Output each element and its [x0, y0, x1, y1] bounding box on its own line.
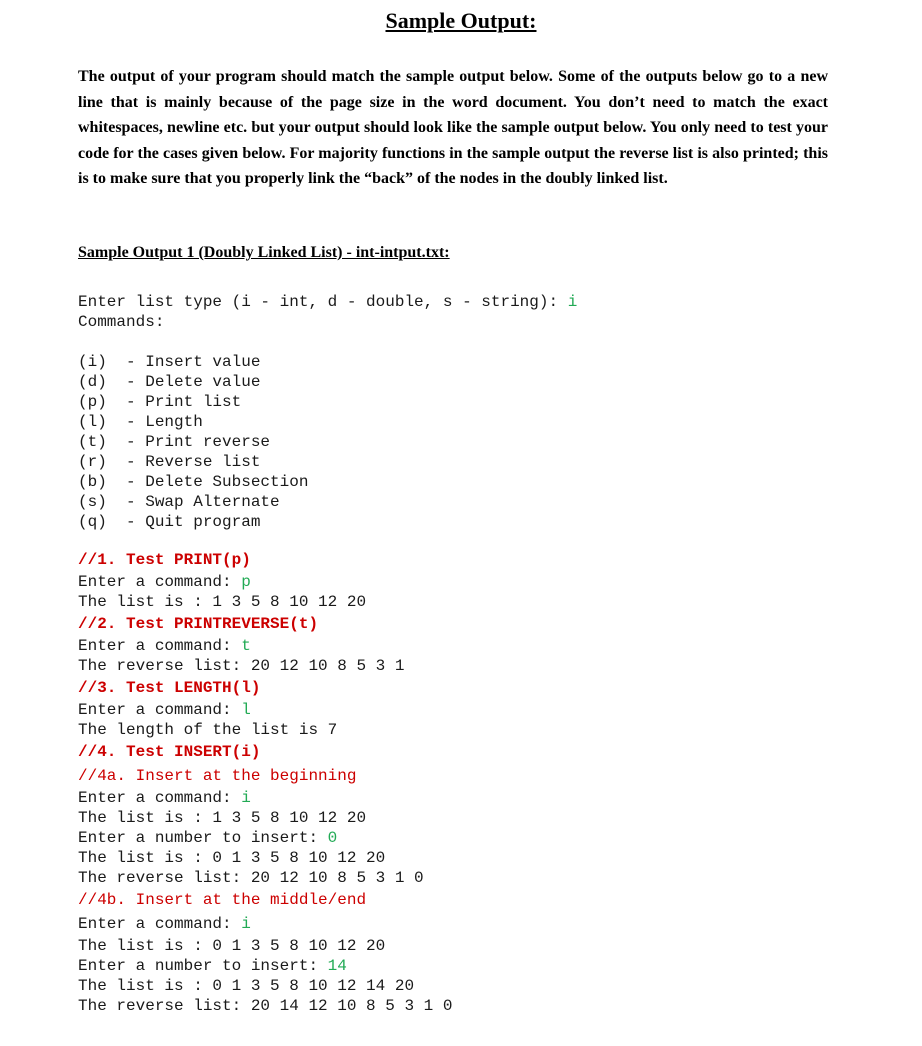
command-item: (b) - Delete Subsection	[78, 473, 309, 491]
prompt-text: Enter a command:	[78, 789, 242, 807]
command-item: (r) - Reverse list	[78, 453, 261, 471]
user-input: i	[241, 789, 251, 807]
test-comment: //1. Test PRINT(p)	[78, 551, 251, 569]
command-item: (p) - Print list	[78, 393, 242, 411]
user-input: 0	[327, 829, 338, 847]
user-input: p	[241, 573, 251, 591]
command-item: (d) - Delete value	[78, 373, 261, 391]
output-line: The list is : 1 3 5 8 10 12 20	[78, 593, 367, 611]
commands-label: Commands:	[78, 313, 165, 331]
list-type-prompt	[78, 292, 878, 312]
number-prompt	[78, 956, 878, 976]
sub-test-comment: //4a. Insert at the beginning	[78, 767, 357, 785]
command-item: (q) - Quit program	[78, 513, 261, 531]
page-title: Sample Output:	[385, 8, 537, 33]
prompt-text: Enter a command:	[78, 701, 242, 719]
command-prompt	[78, 700, 878, 720]
test-comment: //2. Test PRINTREVERSE(t)	[78, 615, 319, 633]
output-line: The length of the list is 7	[78, 721, 338, 739]
prompt-text: Enter a command:	[78, 637, 242, 655]
output-line: The reverse list: 20 12 10 8 5 3 1 0	[78, 869, 424, 887]
command-prompt	[78, 636, 878, 656]
prompt-text: Enter a number to insert:	[78, 829, 328, 847]
prompt-text: Enter a command:	[78, 915, 242, 933]
output-line: The reverse list: 20 14 12 10 8 5 3 1 0	[78, 997, 453, 1015]
command-item: (s) - Swap Alternate	[78, 493, 280, 511]
user-input: t	[241, 637, 251, 655]
output-line: The reverse list: 20 12 10 8 5 3 1	[78, 657, 405, 675]
output-line: The list is : 0 1 3 5 8 10 12 14 20	[78, 977, 415, 995]
test-comment: //3. Test LENGTH(l)	[78, 679, 261, 697]
test-comment: //4. Test INSERT(i)	[78, 743, 261, 761]
command-item: (t) - Print reverse	[78, 433, 271, 451]
command-item: (l) - Length	[78, 413, 203, 431]
number-prompt	[78, 828, 878, 848]
command-prompt	[78, 572, 878, 592]
prompt-text: Enter a command:	[78, 573, 242, 591]
console-output	[78, 292, 878, 1016]
prompt-text: Enter a number to insert:	[78, 957, 328, 975]
command-prompt	[78, 788, 878, 808]
output-line: The list is : 0 1 3 5 8 10 12 20	[78, 937, 386, 955]
prompt-text: Enter list type (i - int, d - double, s - string):	[78, 293, 568, 311]
output-line: The list is : 0 1 3 5 8 10 12 20	[78, 849, 386, 867]
sub-test-comment: //4b. Insert at the middle/end	[78, 891, 367, 909]
command-prompt	[78, 912, 878, 936]
user-input: i	[567, 293, 578, 311]
section-heading: Sample Output 1 (Doubly Linked List) - int-intput.txt:	[78, 244, 450, 261]
intro-paragraph: The output of your program should match the sample output below. Some of the outputs below go to a new line that is mainly because of the page size in the word document. You don’t need to match the exact whitespaces, newline etc. but your output should look like the sample output below. You only need to test your code for the cases given below. For majority functions in the sample output the reverse list is also printed; this is to make sure that you properly link the “back” of the nodes in the doubly linked list.	[78, 68, 828, 187]
user-input: i	[241, 915, 251, 933]
user-input: l	[241, 701, 251, 719]
user-input: 14	[327, 957, 347, 975]
output-line: The list is : 1 3 5 8 10 12 20	[78, 809, 367, 827]
command-item: (i) - Insert value	[78, 353, 261, 371]
